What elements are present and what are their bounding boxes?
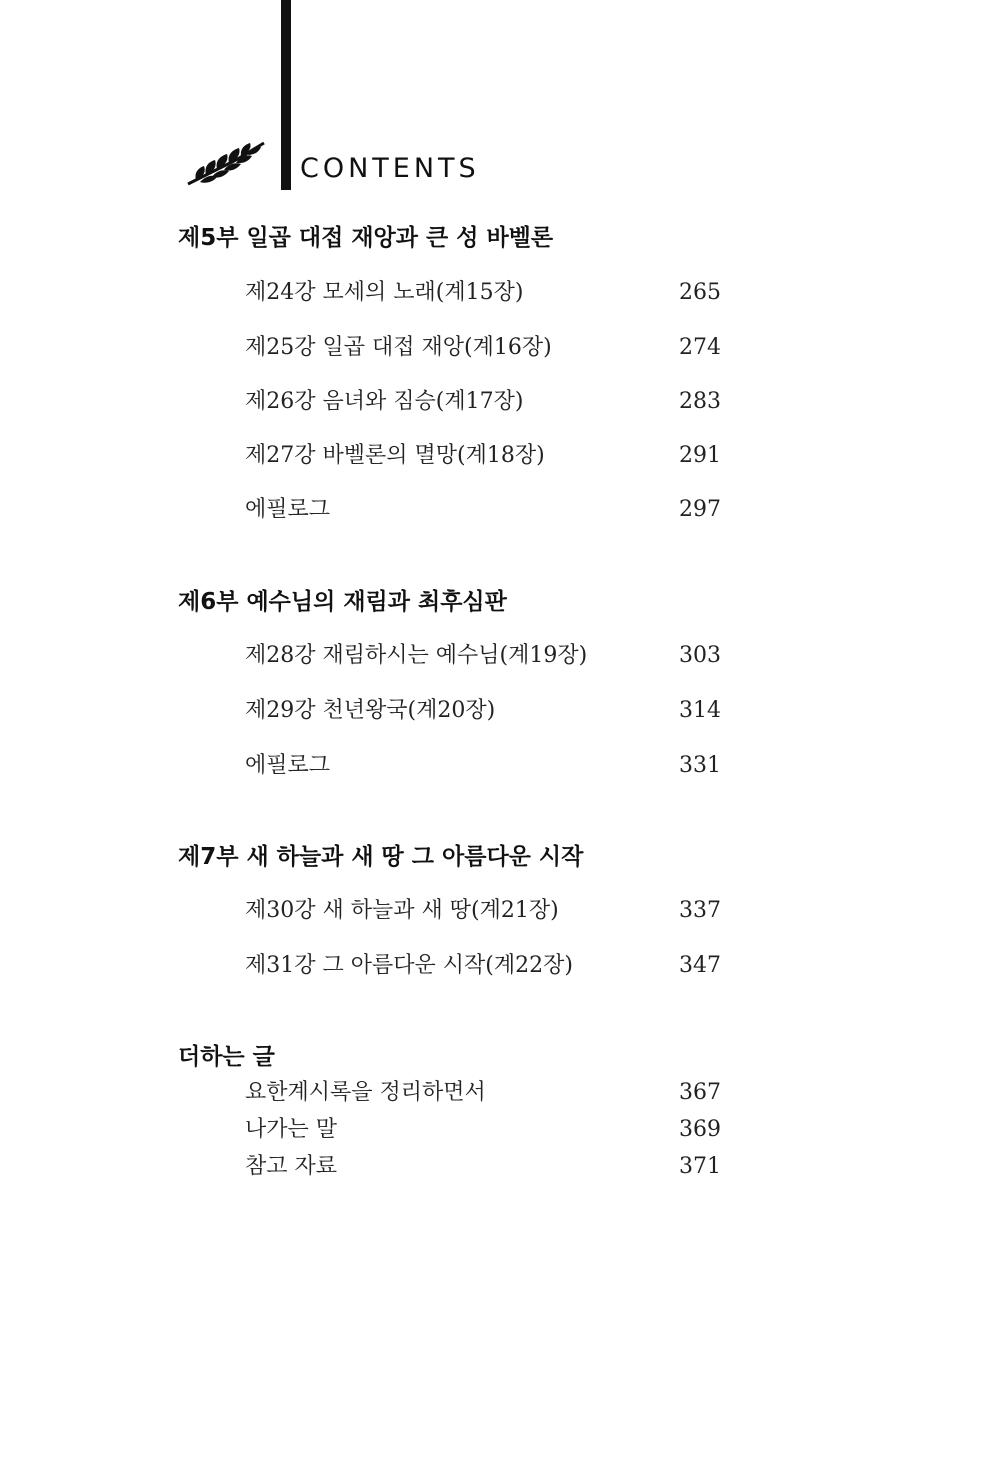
toc-entry[interactable]: [245, 1115, 721, 1145]
toc-entry[interactable]: [245, 278, 721, 308]
toc-entry[interactable]: [245, 696, 721, 726]
entry-title: 제29강 천년왕국(계20장): [245, 698, 496, 723]
entry-page: 314: [679, 698, 721, 723]
entry-page: 337: [679, 898, 721, 923]
entry-title: 참고 자료: [245, 1154, 338, 1179]
entry-title: 나가는 말: [245, 1117, 338, 1142]
toc-entry[interactable]: [245, 1152, 721, 1182]
entry-title: 제25강 일곱 대접 재앙(계16장): [245, 335, 552, 360]
entry-page: 283: [679, 389, 721, 414]
toc-entry[interactable]: [245, 751, 721, 781]
entry-title: 제30강 새 하늘과 새 땅(계21장): [245, 898, 559, 923]
entry-page: 367: [679, 1080, 721, 1105]
toc-entry[interactable]: [245, 387, 721, 417]
toc-entry[interactable]: [245, 641, 721, 671]
toc-entry[interactable]: [245, 1078, 721, 1108]
entry-title: 제28강 재림하시는 예수님(계19장): [245, 643, 588, 668]
toc-entry[interactable]: [245, 495, 721, 525]
leaf-icon: [186, 140, 268, 186]
entry-title: 제31강 그 아름다운 시작(계22장): [245, 953, 573, 978]
part-heading: 제6부 예수님의 재림과 최후심판: [178, 589, 507, 615]
contents-heading: CONTENTS: [300, 153, 480, 184]
entry-page: 291: [679, 443, 721, 468]
entry-page: 303: [679, 643, 721, 668]
entry-title: 제27강 바벨론의 멸망(계18장): [245, 443, 545, 468]
part-heading: 제5부 일곱 대접 재앙과 큰 성 바벨론: [178, 225, 554, 251]
entry-page: 265: [679, 280, 721, 305]
entry-title: 제26강 음녀와 짐승(계17장): [245, 389, 524, 414]
entry-page: 274: [679, 335, 721, 360]
entry-title: 제24강 모세의 노래(계15장): [245, 280, 524, 305]
toc-entry[interactable]: [245, 441, 721, 471]
entry-title: 에필로그: [245, 753, 331, 778]
entry-title: 요한계시록을 정리하면서: [245, 1080, 486, 1105]
part-heading: 제7부 새 하늘과 새 땅 그 아름다운 시작: [178, 844, 584, 870]
entry-title: 에필로그: [245, 497, 331, 522]
toc-entry[interactable]: [245, 896, 721, 926]
entry-page: 369: [679, 1117, 721, 1142]
entry-page: 297: [679, 497, 721, 522]
vertical-rule: [281, 0, 291, 190]
entry-page: 347: [679, 953, 721, 978]
entry-page: 371: [679, 1154, 721, 1179]
toc-entry[interactable]: [245, 951, 721, 981]
entry-page: 331: [679, 753, 721, 778]
toc-entry[interactable]: [245, 333, 721, 363]
part-heading: 더하는 글: [178, 1044, 275, 1070]
